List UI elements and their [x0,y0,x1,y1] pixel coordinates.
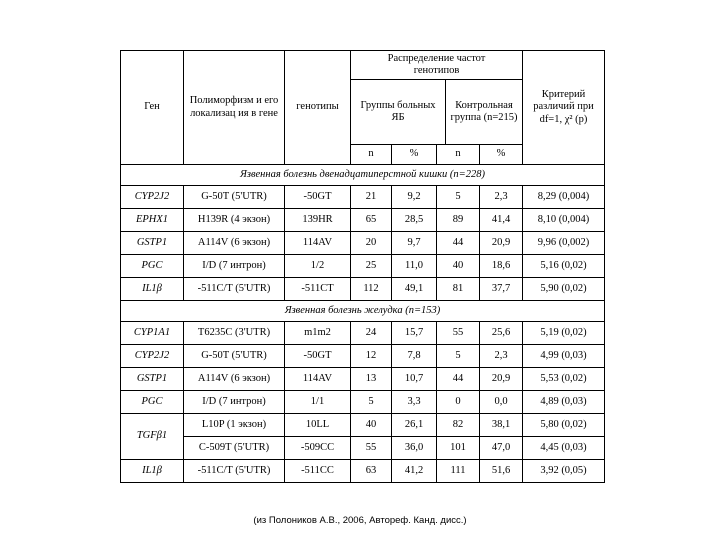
control-pct-cell: 41,4 [480,209,523,232]
table-row [121,322,605,345]
header-distribution: Распределение частот генотипов [351,51,522,80]
gene-cell: IL1β [121,460,184,483]
chi-cell: 3,92 (0,05) [523,460,605,483]
header-patients: Группы больных ЯБ [351,80,446,144]
gene-cell: TGFβ1 [121,414,184,460]
patients-n-cell: 20 [351,232,392,255]
gene-cell: GSTP1 [121,368,184,391]
patients-pct-cell: 15,7 [392,322,437,345]
header-criterion: Критерий различий при df=1, χ² (p) [523,51,605,165]
polymorphism-cell: -511C/T (5'UTR) [184,460,285,483]
control-pct-cell: 18,6 [480,255,523,278]
section-duodenal-title: Язвенная болезнь двенадцатиперстной кишки (n=228) [121,165,605,186]
polymorphism-cell: I/D (7 интрон) [184,255,285,278]
header-control: Контрольная группа (n=215) [450,99,518,123]
header-polymorphism: Полиморфизм и его локализац ия в гене [184,51,285,165]
gene-cell: CYP2J2 [121,345,184,368]
chi-cell: 8,10 (0,004) [523,209,605,232]
gene-cell: CYP2J2 [121,186,184,209]
table-row [121,278,605,301]
genotype-cell: 114AV [285,368,351,391]
patients-n-cell: 12 [351,345,392,368]
patients-pct-cell: 28,5 [392,209,437,232]
chi-cell: 5,16 (0,02) [523,255,605,278]
chi-cell: 8,29 (0,004) [523,186,605,209]
patients-pct-cell: 41,2 [392,460,437,483]
control-pct-cell: 37,7 [480,278,523,301]
control-n-cell: 5 [437,186,480,209]
control-n-cell: 101 [437,437,480,460]
patients-n-cell: 13 [351,368,392,391]
patients-n-cell: 24 [351,322,392,345]
header-genotypes: генотипы [285,51,351,165]
polymorphism-cell: G-50T (5'UTR) [184,345,285,368]
table-row [121,186,605,209]
control-n-cell: 82 [437,414,480,437]
chi-cell: 5,80 (0,02) [523,414,605,437]
header-n-control: n [437,145,480,165]
patients-n-cell: 5 [351,391,392,414]
control-pct-cell: 20,9 [480,232,523,255]
patients-pct-cell: 3,3 [392,391,437,414]
patients-n-cell: 112 [351,278,392,301]
table-row [121,209,605,232]
gene-cell: PGC [121,255,184,278]
patients-pct-cell: 36,0 [392,437,437,460]
header-pct-control: % [480,145,523,165]
control-pct-cell: 20,9 [480,368,523,391]
header-gene: Ген [121,51,184,165]
polymorphism-cell: A114V (6 экзон) [184,232,285,255]
control-n-cell: 0 [437,391,480,414]
table-row [121,460,605,483]
header-distribution-block [351,51,523,145]
patients-n-cell: 25 [351,255,392,278]
table-row [121,391,605,414]
polymorphism-cell: -511C/T (5'UTR) [184,278,285,301]
source-footnote: (из Полоников А.В., 2006, Автореф. Канд. дисс.) [253,515,467,526]
patients-pct-cell: 10,7 [392,368,437,391]
genotype-cell: 10LL [285,414,351,437]
section-gastric-title: Язвенная болезнь желудка (n=153) [121,301,605,322]
header-n-patients: n [351,145,392,165]
control-n-cell: 5 [437,345,480,368]
genotype-cell: 114AV [285,232,351,255]
patients-n-cell: 21 [351,186,392,209]
polymorphism-cell: L10P (1 экзон) [184,414,285,437]
genotype-cell: 1/1 [285,391,351,414]
patients-pct-cell: 9,7 [392,232,437,255]
polymorphism-cell: T6235C (3'UTR) [184,322,285,345]
control-pct-cell: 47,0 [480,437,523,460]
chi-cell: 5,19 (0,02) [523,322,605,345]
control-n-cell: 40 [437,255,480,278]
table-row [121,437,605,460]
chi-cell: 9,96 (0,002) [523,232,605,255]
table-row [121,345,605,368]
control-n-cell: 44 [437,232,480,255]
polymorphism-cell: G-50T (5'UTR) [184,186,285,209]
control-pct-cell: 38,1 [480,414,523,437]
table-row [121,414,605,437]
chi-cell: 4,99 (0,03) [523,345,605,368]
control-pct-cell: 25,6 [480,322,523,345]
table-row [121,232,605,255]
genotype-cell: 1/2 [285,255,351,278]
control-pct-cell: 2,3 [480,186,523,209]
gene-cell: GSTP1 [121,232,184,255]
header-pct-patients: % [392,145,437,165]
genotype-cell: -511CT [285,278,351,301]
genotype-cell: -509CC [285,437,351,460]
chi-cell: 4,45 (0,03) [523,437,605,460]
patients-pct-cell: 26,1 [392,414,437,437]
chi-cell: 5,90 (0,02) [523,278,605,301]
control-n-cell: 89 [437,209,480,232]
patients-pct-cell: 11,0 [392,255,437,278]
gene-cell: PGC [121,391,184,414]
patients-pct-cell: 49,1 [392,278,437,301]
genotype-cell: m1m2 [285,322,351,345]
genotype-cell: 139HR [285,209,351,232]
polymorphism-cell: C-509T (5'UTR) [184,437,285,460]
patients-n-cell: 65 [351,209,392,232]
patients-n-cell: 55 [351,437,392,460]
table-row [121,368,605,391]
control-n-cell: 111 [437,460,480,483]
genotype-cell: -50GT [285,345,351,368]
control-pct-cell: 51,6 [480,460,523,483]
control-n-cell: 44 [437,368,480,391]
polymorphism-cell: I/D (7 интрон) [184,391,285,414]
patients-pct-cell: 9,2 [392,186,437,209]
table-row [121,255,605,278]
chi-cell: 4,89 (0,03) [523,391,605,414]
gene-cell: IL1β [121,278,184,301]
genotype-frequency-table [120,50,605,483]
control-pct-cell: 2,3 [480,345,523,368]
polymorphism-cell: A114V (6 экзон) [184,368,285,391]
chi-cell: 5,53 (0,02) [523,368,605,391]
control-n-cell: 81 [437,278,480,301]
genotype-cell: -511CC [285,460,351,483]
polymorphism-cell: H139R (4 экзон) [184,209,285,232]
patients-pct-cell: 7,8 [392,345,437,368]
patients-n-cell: 63 [351,460,392,483]
control-pct-cell: 0,0 [480,391,523,414]
gene-cell: CYP1A1 [121,322,184,345]
control-n-cell: 55 [437,322,480,345]
gene-cell: EPHX1 [121,209,184,232]
patients-n-cell: 40 [351,414,392,437]
genotype-cell: -50GT [285,186,351,209]
